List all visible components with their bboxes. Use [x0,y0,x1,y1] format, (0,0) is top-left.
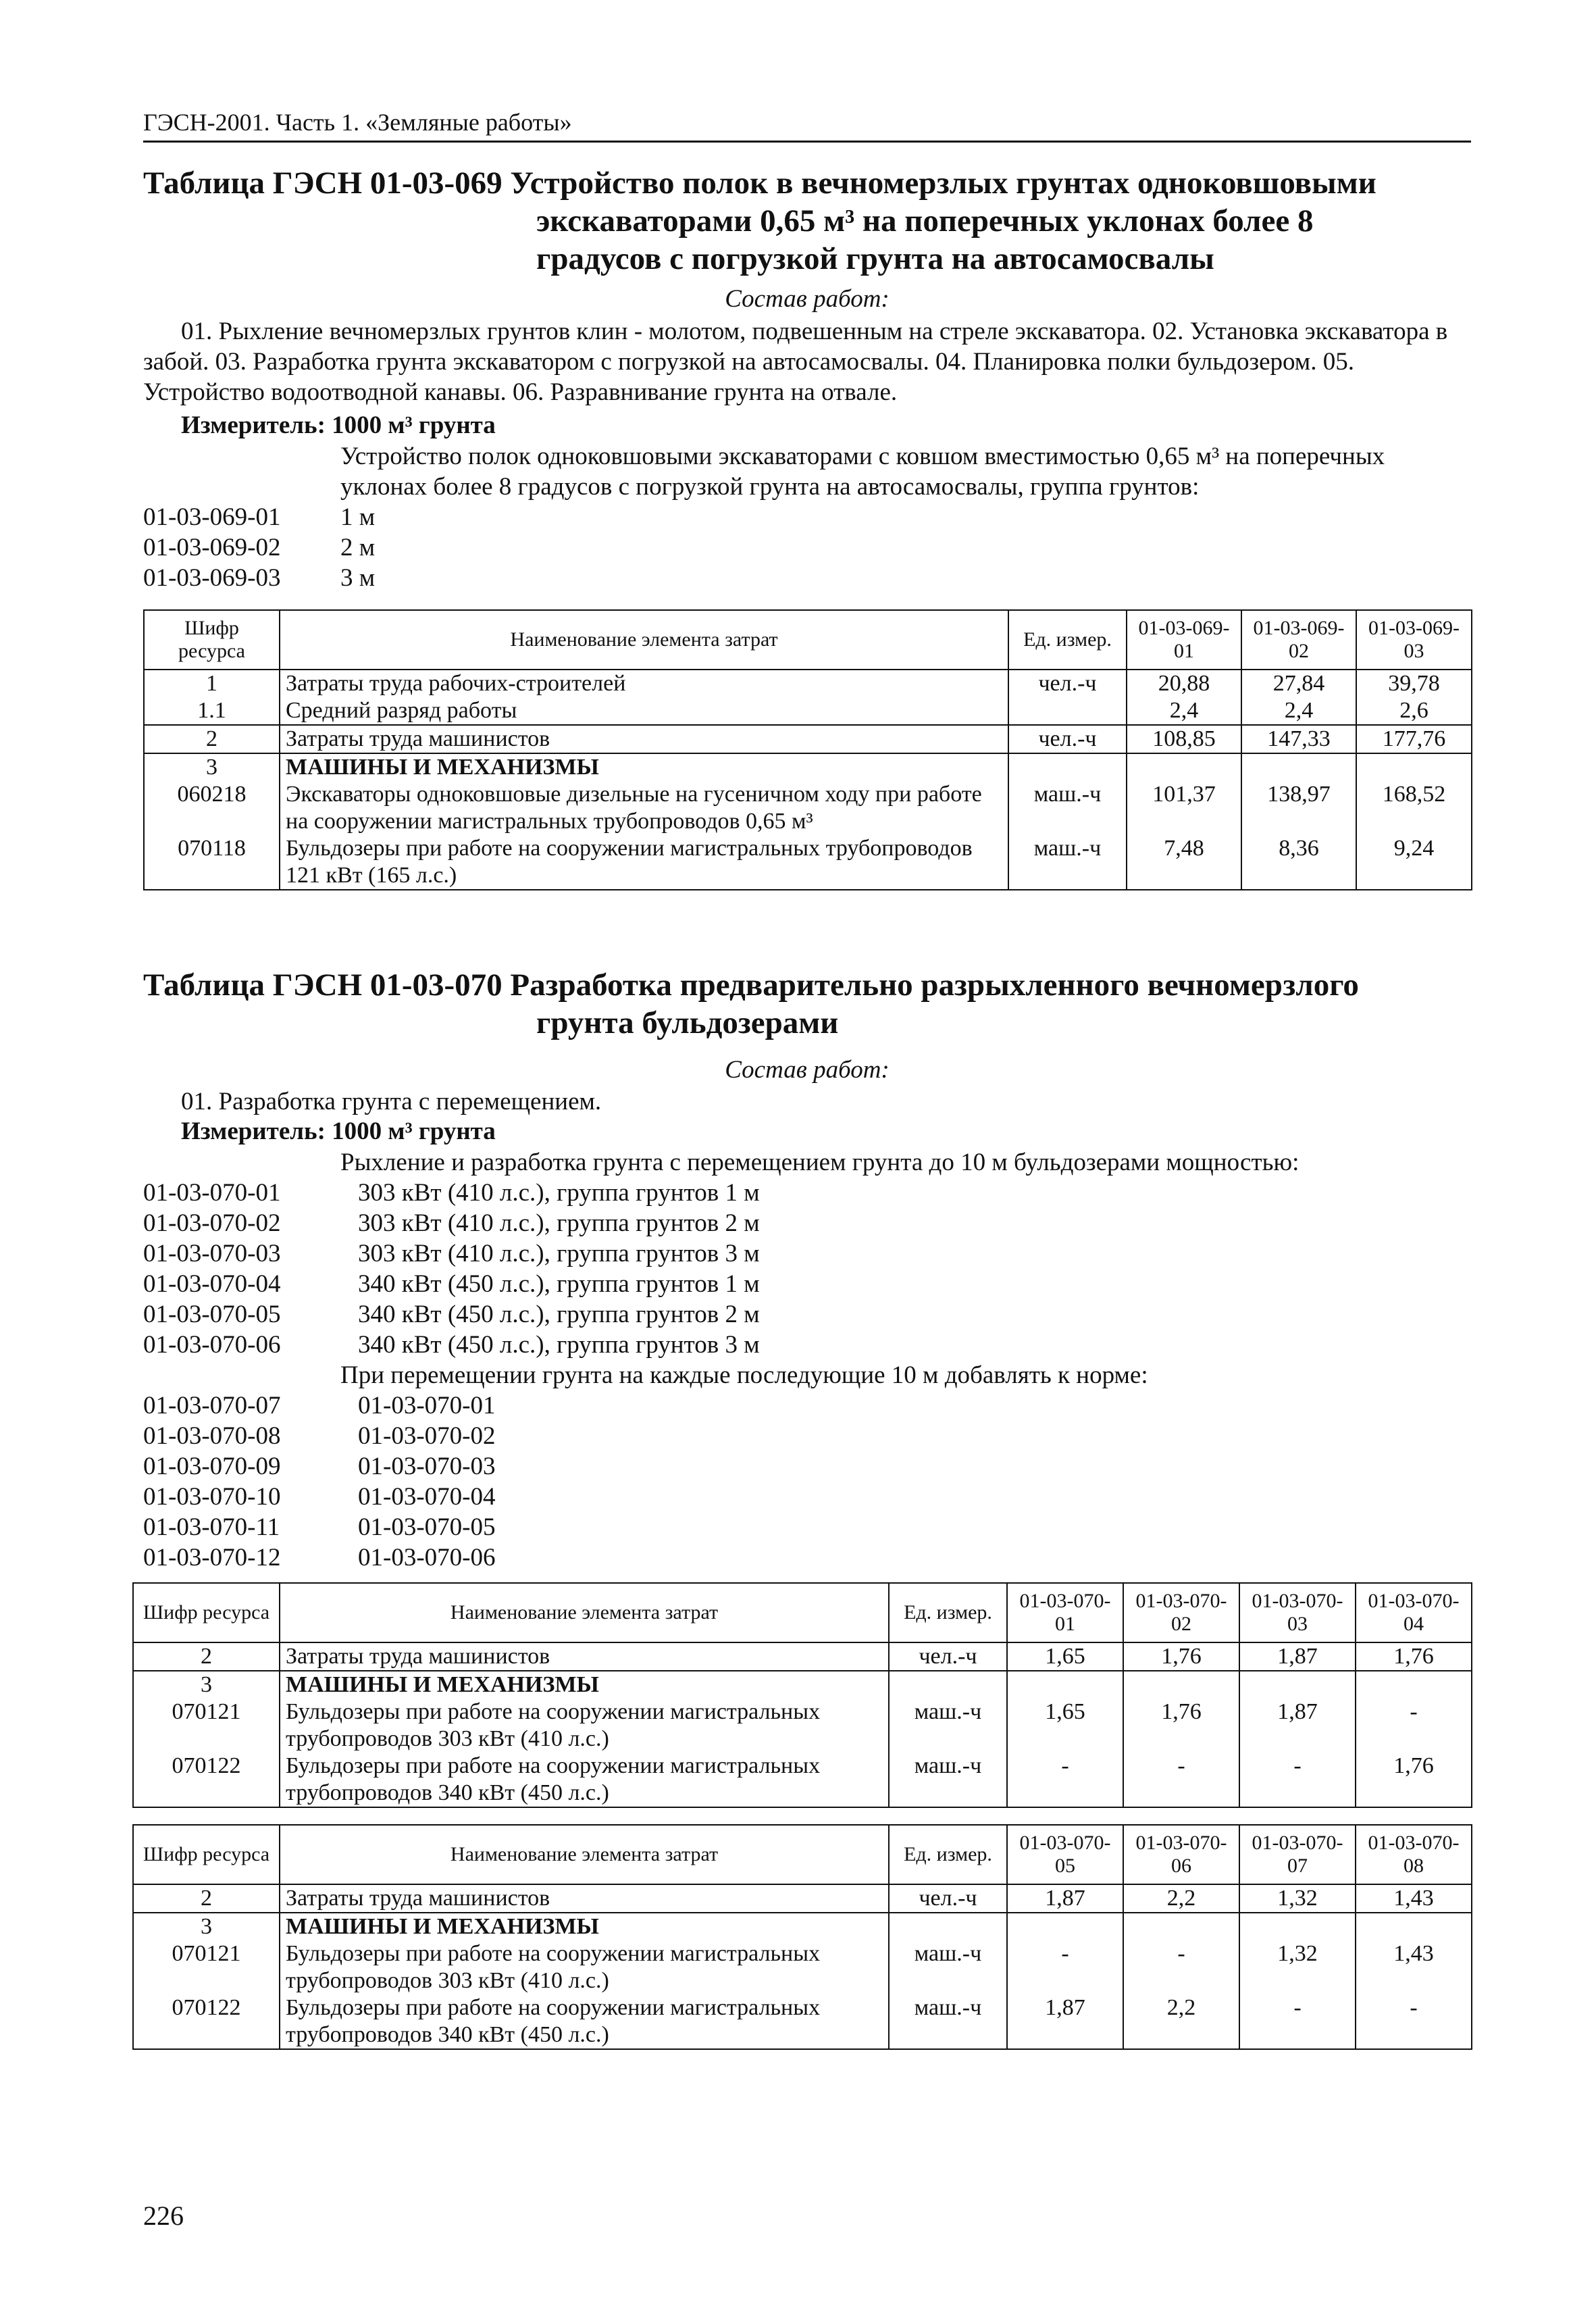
norm-value: 177,76 [1356,725,1472,753]
norm-value [1127,753,1241,781]
unit-of-measure: маш.-ч [889,1994,1007,2049]
norm-code-row [143,1421,495,1451]
column-header: 01-03-069-02 [1241,610,1356,670]
cost-element-name: Экскаваторы одноковшовые дизельные на гусеничном ходу при работе на сооружении магистральных трубопроводов 0,65 м³ [280,781,1008,835]
table-row [133,1642,1472,1671]
column-header: Наименование элемента затрат [280,1583,889,1642]
norm-code-description: 2 м [340,534,376,561]
resource-code: 2 [144,725,280,753]
table-row [144,781,1472,835]
resource-code: 070122 [133,1994,280,2049]
column-header: 01-03-070-03 [1239,1583,1356,1642]
unit-of-measure: чел.-ч [1008,670,1127,697]
resource-code: 1 [144,670,280,697]
norm-code-row [143,1208,760,1238]
norm-value [1123,1913,1239,1940]
norm-value: - [1239,1994,1356,2049]
norm-value: 2,2 [1123,1994,1239,2049]
norm-code-row [143,1482,495,1512]
column-header: Наименование элемента затрат [280,610,1008,670]
cost-element-name: МАШИНЫ И МЕХАНИЗМЫ [280,753,1008,781]
norm-code-row [143,532,375,563]
unit-of-measure: маш.-ч [1008,781,1127,835]
resource-code: 060218 [144,781,280,835]
norm-value: - [1356,1994,1472,2049]
cost-element-name: МАШИНЫ И МЕХАНИЗМЫ [280,1913,889,1940]
norm-value: 7,48 [1127,835,1241,890]
norm-value: 20,88 [1127,670,1241,697]
cost-element-name: Бульдозеры при работе на сооружении магистральных трубопроводов 340 кВт (450 л.с.) [280,1753,889,1807]
norm-value: 1,76 [1356,1642,1472,1671]
unit-of-measure: маш.-ч [1008,835,1127,890]
table-row [144,753,1472,781]
norm-value: 138,97 [1241,781,1356,835]
norm-value: 9,24 [1356,835,1472,890]
norm-value: 8,36 [1241,835,1356,890]
norm-code-row [143,1299,760,1330]
resource-code: 070121 [133,1699,280,1753]
column-header: Ед. измер. [1008,610,1127,670]
norm-value [1007,1671,1123,1699]
norm-code-list [143,502,375,593]
table-row [144,835,1472,890]
norm-value [1123,1671,1239,1699]
norm-value: 1,65 [1007,1642,1123,1671]
unit-of-measure: маш.-ч [889,1753,1007,1807]
column-header: Ед. измер. [889,1583,1007,1642]
cost-element-name: Затраты труда машинистов [280,1642,889,1671]
norm-value [1007,1913,1123,1940]
work-composition-label: Состав работ: [725,285,890,313]
norm-code: 01-03-070-05 [143,1301,281,1328]
norm-code-description: 340 кВт (450 л.с.), группа грунтов 1 м [358,1270,760,1298]
cost-element-name: Бульдозеры при работе на сооружении магистральных трубопроводов 303 кВт (410 л.с.) [280,1699,889,1753]
norm-value: - [1007,1940,1123,1994]
cost-element-name: Бульдозеры при работе на сооружении магистральных трубопроводов 121 кВт (165 л.с.) [280,835,1008,890]
running-header: ГЭСН-2001. Часть 1. «Земляные работы» [143,108,1471,143]
cost-element-name: Бульдозеры при работе на сооружении магистральных трубопроводов 303 кВт (410 л.с.) [280,1940,889,1994]
work-composition-text: 01. Разработка грунта с перемещением. [181,1088,602,1115]
norm-value [1356,1671,1472,1699]
norm-value: 27,84 [1241,670,1356,697]
norm-code: 01-03-070-03 [143,1240,281,1267]
cost-element-name: Бульдозеры при работе на сооружении магистральных трубопроводов 340 кВт (450 л.с.) [280,1994,889,2049]
resource-code: 3 [133,1671,280,1699]
norm-value: 1,87 [1239,1699,1356,1753]
norm-code-row [143,1238,760,1269]
norm-value: 2,6 [1356,697,1472,725]
unit-of-measure [1008,697,1127,725]
resource-code: 2 [133,1884,280,1913]
column-header: 01-03-070-06 [1123,1825,1239,1884]
norm-value [1241,753,1356,781]
table-header-row [144,610,1472,670]
measure-unit: Измеритель: 1000 м³ грунта [181,411,496,439]
norm-value: 1,32 [1239,1884,1356,1913]
norm-value [1239,1913,1356,1940]
table-070-title [143,966,1471,1042]
norm-code-row [143,1178,760,1208]
norm-value: 1,65 [1007,1699,1123,1753]
norm-value: - [1123,1940,1239,1994]
norm-value: 1,87 [1007,1994,1123,2049]
column-header: 01-03-070-02 [1123,1583,1239,1642]
norm-code-description: 01-03-070-06 [358,1544,496,1571]
column-header: Ед. измер. [889,1825,1007,1884]
norm-code-list [143,1178,760,1360]
norm-code: 01-03-070-02 [143,1209,281,1237]
norm-value: 39,78 [1356,670,1472,697]
norm-code-description: 3 м [340,564,376,592]
unit-of-measure: чел.-ч [889,1642,1007,1671]
cost-element-name: МАШИНЫ И МЕХАНИЗМЫ [280,1671,889,1699]
norm-value: 1,87 [1007,1884,1123,1913]
table-row [133,1699,1472,1753]
unit-of-measure: чел.-ч [889,1884,1007,1913]
norm-value: 1,87 [1239,1642,1356,1671]
resource-code: 1.1 [144,697,280,725]
norm-code-description: 01-03-070-05 [358,1513,496,1541]
norm-code: 01-03-070-01 [143,1179,281,1207]
norm-value: - [1123,1753,1239,1807]
norm-code-row [143,1269,760,1299]
column-header: 01-03-070-07 [1239,1825,1356,1884]
table-row [144,725,1472,753]
norm-code-row [143,1512,495,1542]
norm-code-description: 01-03-070-04 [358,1483,496,1511]
norm-value: 1,76 [1356,1753,1472,1807]
norm-code: 01-03-070-08 [143,1422,281,1450]
table-row [133,1940,1472,1994]
norm-code: 01-03-070-06 [143,1331,281,1359]
column-header: Наименование элемента затрат [280,1825,889,1884]
norm-value: 101,37 [1127,781,1241,835]
column-header: Шифр ресурса [144,610,280,670]
title-line: грунта бульдозерами [536,1005,839,1040]
norm-code-row [143,502,375,532]
resource-table-069 [143,609,1472,890]
norm-code-list-additional [143,1390,495,1573]
norm-value: 1,43 [1356,1940,1472,1994]
resource-code: 070118 [144,835,280,890]
norm-value: 168,52 [1356,781,1472,835]
norm-value: 1,32 [1239,1940,1356,1994]
unit-of-measure [1008,753,1127,781]
norm-code: 01-03-070-04 [143,1270,281,1298]
norm-intro-additional: При перемещении грунта на каждые последующие 10 м добавлять к норме: [340,1361,1148,1389]
norm-code-row [143,1330,760,1360]
cost-element-name: Затраты труда машинистов [280,725,1008,753]
cost-element-name: Затраты труда рабочих-строителей [280,670,1008,697]
norm-value: 1,43 [1356,1884,1472,1913]
resource-table-070-a [132,1582,1472,1808]
norm-value [1356,1913,1472,1940]
title-line: экскаваторами 0,65 м³ на поперечных уклонах более 8 [536,203,1314,238]
norm-value: 1,76 [1123,1699,1239,1753]
table-069-title [143,164,1471,278]
unit-of-measure: маш.-ч [889,1940,1007,1994]
norm-value: 1,76 [1123,1642,1239,1671]
resource-code: 070121 [133,1940,280,1994]
norm-code-description: 303 кВт (410 л.с.), группа грунтов 1 м [358,1179,760,1207]
column-header: 01-03-069-03 [1356,610,1472,670]
column-header: Шифр ресурса [133,1583,280,1642]
cost-element-name: Средний разряд работы [280,697,1008,725]
norm-code-description: 303 кВт (410 л.с.), группа грунтов 2 м [358,1209,760,1237]
norm-value: 2,4 [1127,697,1241,725]
work-composition-text: 01. Рыхление вечномерзлых грунтов клин - молотом, подвешенным на стреле экскаватора. 02. Установка экскаватора в забой. 03. Разработка грунта экскаватором с погрузкой на автосамосвалы. 04. Планировка полки бульдозером. 05. Устройство водоотводной канавы. 06. Разравнивание грунта на отвале. [143,318,1448,406]
norm-code: 01-03-070-12 [143,1544,281,1571]
norm-intro: Рыхление и разработка грунта с перемещением грунта до 10 м бульдозерами мощностью: [340,1149,1299,1176]
norm-value [1239,1671,1356,1699]
norm-value: 108,85 [1127,725,1241,753]
norm-value: - [1356,1699,1472,1753]
norm-code-description: 1 м [340,503,376,531]
resource-code: 2 [133,1642,280,1671]
title-line: Таблица ГЭСН 01-03-070 Разработка предварительно разрыхленного вечномерзлого [143,967,1359,1003]
title-line: Таблица ГЭСН 01-03-069 Устройство полок в вечномерзлых грунтах одноковшовыми [143,166,1376,201]
resource-code: 3 [133,1913,280,1940]
norm-value: - [1007,1753,1123,1807]
work-composition-label: Состав работ: [725,1056,890,1084]
norm-code-description: 01-03-070-03 [358,1453,496,1480]
norm-code: 01-03-070-10 [143,1483,281,1511]
cost-element-name: Затраты труда машинистов [280,1884,889,1913]
table-row [144,697,1472,725]
table-row [144,670,1472,697]
resource-code: 3 [144,753,280,781]
table-header-row [133,1583,1472,1642]
norm-code-description: 340 кВт (450 л.с.), группа грунтов 2 м [358,1301,760,1328]
norm-code-description: 303 кВт (410 л.с.), группа грунтов 3 м [358,1240,760,1267]
norm-value: 2,4 [1241,697,1356,725]
column-header: 01-03-069-01 [1127,610,1241,670]
norm-code: 01-03-069-02 [143,534,281,561]
norm-code: 01-03-069-03 [143,564,281,592]
table-row [133,1884,1472,1913]
norm-value: 147,33 [1241,725,1356,753]
norm-code: 01-03-069-01 [143,503,281,531]
column-header: Шифр ресурса [133,1825,280,1884]
norm-code-row [143,1542,495,1573]
norm-intro: Устройство полок одноковшовыми экскаваторами с ковшом вместимостью 0,65 м³ на поперечных уклонах более 8 градусов с погрузкой грунта на автосамосвалы, группа грунтов: [340,443,1385,501]
table-header-row [133,1825,1472,1884]
unit-of-measure: чел.-ч [1008,725,1127,753]
measure-unit: Измеритель: 1000 м³ грунта [181,1117,496,1145]
column-header: 01-03-070-05 [1007,1825,1123,1884]
title-line: градусов с погрузкой грунта на автосамосвалы [536,241,1214,276]
unit-of-measure: маш.-ч [889,1699,1007,1753]
norm-code: 01-03-070-09 [143,1453,281,1480]
norm-code-row [143,1451,495,1482]
table-row [133,1994,1472,2049]
column-header: 01-03-070-08 [1356,1825,1472,1884]
norm-value: - [1239,1753,1356,1807]
resource-table-070-b [132,1824,1472,2050]
norm-value [1356,753,1472,781]
norm-code-row [143,1390,495,1421]
table-row [133,1913,1472,1940]
norm-value: 2,2 [1123,1884,1239,1913]
column-header: 01-03-070-04 [1356,1583,1472,1642]
norm-code-row [143,563,375,593]
table-row [133,1671,1472,1699]
norm-code: 01-03-070-07 [143,1392,281,1419]
unit-of-measure [889,1671,1007,1699]
column-header: 01-03-070-01 [1007,1583,1123,1642]
norm-code-description: 340 кВт (450 л.с.), группа грунтов 3 м [358,1331,760,1359]
unit-of-measure [889,1913,1007,1940]
table-row [133,1753,1472,1807]
page-number: 226 [143,2200,184,2231]
norm-code-description: 01-03-070-02 [358,1422,496,1450]
resource-code: 070122 [133,1753,280,1807]
norm-code: 01-03-070-11 [143,1513,280,1541]
norm-code-description: 01-03-070-01 [358,1392,496,1419]
